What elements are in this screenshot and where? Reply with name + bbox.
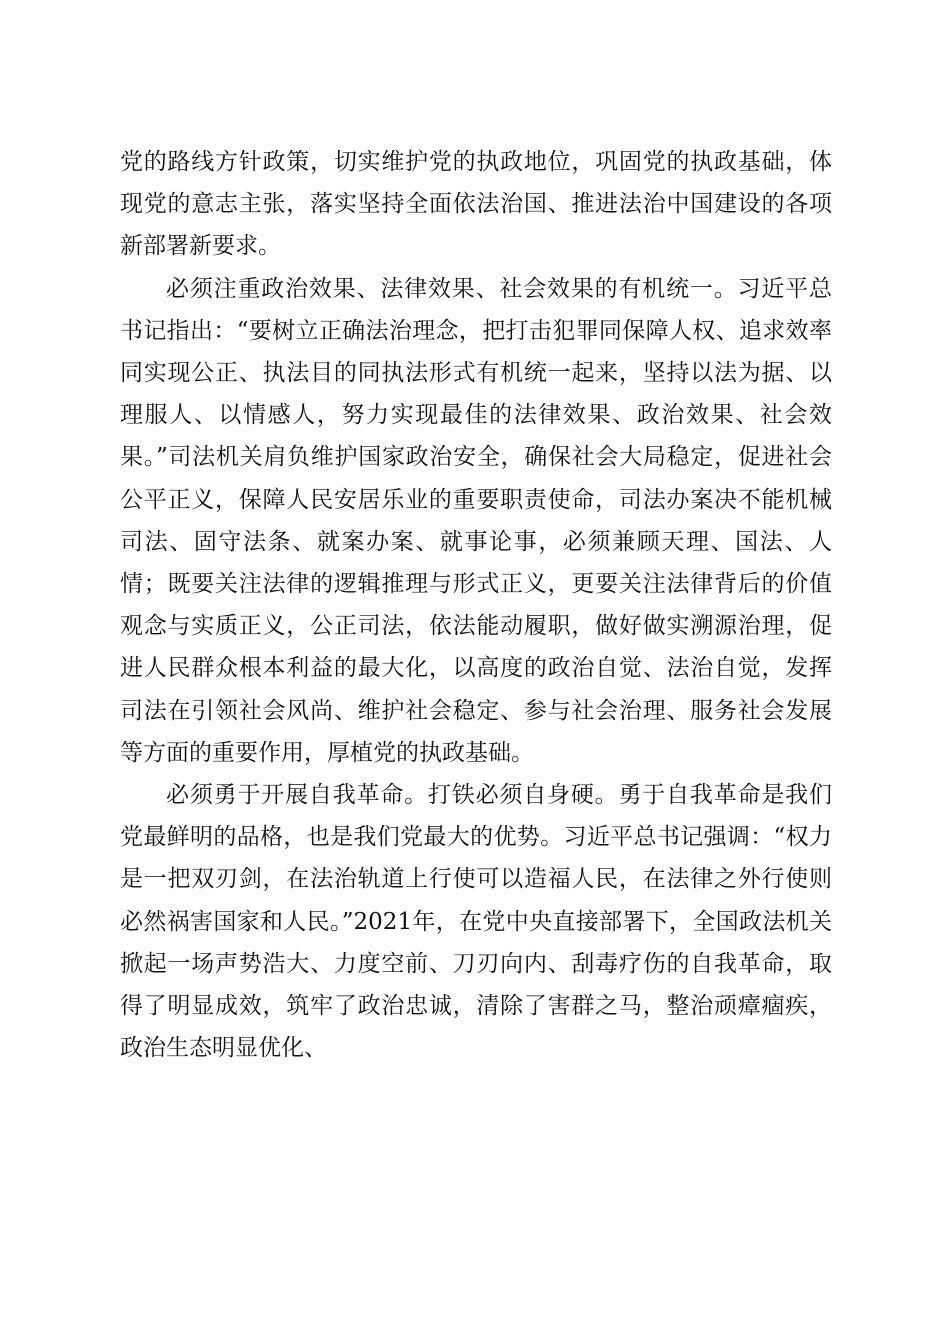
paragraph-political-legal-effects: 必须注重政治效果、法律效果、社会效果的有机统一。习近平总书记指出：“要树立正确法治理念，把打击犯罪同保障人权、追求效率同实现公正、执法目的同执法形式有机统一起来，坚持以法为据、以理服人、以情感人，努力实现最佳的法律效果、政治效果、社会效果。”司法机关肩负维护国家政治安全，确保社会大局稳定，促进社会公平正义，保障人民安居乐业的重要职责使命，司法办案决不能机械司法、固守法条、就案办案、就事论事，必须兼顾天理、国法、人情；既要关注法律的逻辑推理与形式正义，更要关注法律背后的价值观念与实质正义，公正司法，依法能动履职，做好做实溯源治理，促进人民群众根本利益的最大化，以高度的政治自觉、法治自觉，发挥司法在引领社会风尚、维护社会稳定、参与社会治理、服务社会发展等方面的重要作用，厚植党的执政基础。 (120, 275, 832, 766)
paragraph-self-revolution: 必须勇于开展自我革命。打铁必须自身硬。勇于自我革命是我们党最鲜明的品格，也是我们党最大的优势。习近平总书记强调：“权力是一把双刃剑，在法治轨道上行使可以造福人民，在法律之外行使则必然祸害国家和人民。”2021年，在党中央直接部署下，全国政法机关掀起一场声势浩大、力度空前、刀刃向内、刮毒疗伤的自我革命，取得了明显成效，筑牢了政治忠诚，清除了害群之马，整治顽瘴痼疾，政治生态明显优化、 (120, 782, 832, 1062)
body-text (120, 141, 832, 1069)
paragraph-continuation: 党的路线方针政策，切实维护党的执政地位，巩固党的执政基础，体现党的意志主张，落实坚持全面依法治国、推进法治中国建设的各项新部署新要求。 (120, 149, 832, 260)
